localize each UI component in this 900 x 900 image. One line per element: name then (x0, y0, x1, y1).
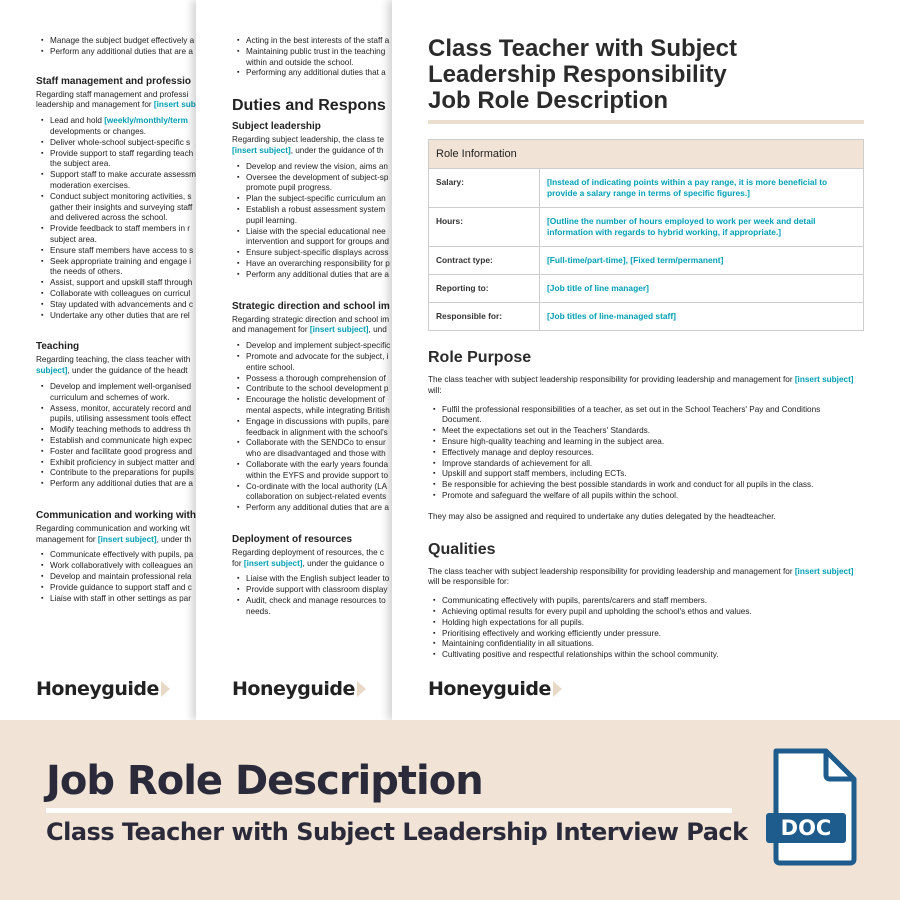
list-item: ▪ Provide support with classroom display (246, 585, 396, 596)
list-item (50, 159, 200, 170)
list-item: ▪ Upskill and support staff members, including ECTs. (442, 469, 864, 480)
intro-line (232, 325, 396, 336)
bullet-list-top (36, 36, 200, 58)
list-item: ▪ Manage the subject budget effectively a (50, 36, 200, 47)
list-item: ▪ Improve standards of achievement for all. (442, 459, 864, 470)
list-item: ▪ Performing any additional duties that a (246, 68, 396, 79)
list-item-text: Deliver whole-school subject-specific s (50, 137, 191, 147)
list-item: pupils, utilising assessment tools effect (50, 414, 191, 424)
list-item (50, 192, 200, 203)
intro-line: Regarding strategic direction and school im (232, 314, 390, 324)
section-heading-duties: Duties and Respons (232, 97, 386, 115)
logo-text: Honeyguide (36, 678, 159, 700)
section-heading-teaching: Teaching (36, 341, 80, 353)
section-heading-communication: Communication and working with (36, 509, 196, 521)
list-item-text: Provide feedback to staff members in r (50, 224, 191, 234)
list-item (50, 278, 200, 289)
bullet-list-subject (232, 162, 396, 281)
list-item (50, 267, 200, 278)
list-item: ▪ Maintaining public trust in the teaching (246, 47, 396, 58)
list-item-text: the needs of others. (50, 267, 123, 277)
list-item (50, 116, 200, 127)
list-item (50, 246, 200, 257)
list-item: ▪ Be responsible for achieving the best possible standards in work and conduct for all pupils in the class. (442, 480, 864, 491)
document-title (428, 36, 864, 114)
section-intro (36, 90, 200, 112)
list-item-text: and delivered across the school. (50, 213, 168, 223)
title-line: Leadership Responsibility (428, 61, 727, 88)
list-item-text: moderation exercises. (50, 180, 131, 190)
intro-line (232, 146, 396, 157)
row-value: [Outline the number of hours employed to work per week and detail information with regards to hybrid working, if appropriate.] (540, 208, 864, 247)
list-item: ▪ Ensure high-quality teaching and learning in the subject area. (442, 437, 864, 448)
list-item: ▪ Communicate effectively with pupils, pa (50, 550, 200, 561)
list-item-text: Lead and hold (50, 116, 105, 126)
honeyguide-logo (36, 678, 170, 700)
list-item: mental aspects, while integrating British (246, 405, 390, 415)
honeyguide-logo (428, 678, 562, 700)
list-item (50, 213, 200, 224)
list-item: promote pupil progress. (246, 183, 333, 193)
list-item: ▪ Assess, monitor, accurately record and (50, 404, 200, 415)
list-item (50, 300, 200, 311)
bullet-list-staff (36, 116, 200, 321)
list-item: ▪ Perform any additional duties that are a (246, 503, 396, 514)
list-item: Document. (442, 415, 482, 425)
list-item: ▪ Promote and advocate for the subject, i (246, 352, 396, 363)
section-heading-deployment: Deployment of resources (232, 533, 353, 545)
list-item (50, 257, 200, 268)
list-item-text: Undertake any other duties that are rel (50, 310, 190, 320)
intro-line (36, 535, 200, 546)
logo-chevron-icon (553, 681, 562, 697)
intro-text: , under th (156, 534, 192, 544)
section-intro (232, 548, 396, 570)
list-item (50, 127, 200, 138)
placeholder-highlight: [insert subject] (97, 534, 157, 544)
bullet-list-purpose (428, 405, 864, 502)
list-item: ▪ Co-ordinate with the local authority (LA (246, 482, 396, 493)
list-item: ▪ Liaise with the special educational nee (246, 227, 396, 238)
list-item-text: Stay updated with advancements and c (50, 299, 193, 309)
placeholder-highlight: [insert subject] (794, 566, 854, 576)
doc-badge-text: DOC (780, 816, 832, 840)
role-information-table (428, 139, 864, 331)
list-item-text: Conduct subject monitoring activities, s (50, 191, 192, 201)
list-item: ▪ Develop and maintain professional rela (50, 572, 200, 583)
intro-text: and management for (232, 325, 310, 335)
list-item: ▪ Encourage the holistic development of (246, 395, 396, 406)
intro-text: for (232, 558, 244, 568)
list-item: ▪ Maintaining confidentiality in all situations. (442, 639, 864, 650)
banner-subtitle: Class Teacher with Subject Leadership Interview Pack (46, 818, 748, 846)
list-item: ▪ Collaborate with the early years founda (246, 460, 396, 471)
placeholder-highlight: [insert subject] (232, 145, 291, 155)
list-item (50, 224, 200, 235)
row-label: Contract type: (429, 247, 540, 275)
section-heading-role-purpose: Role Purpose (428, 349, 532, 366)
list-item: intervention and support for groups and (246, 237, 389, 247)
honeyguide-logo (232, 678, 366, 700)
bullet-list-qualities (428, 596, 864, 661)
table-row (429, 208, 864, 247)
document-page-middle (196, 0, 396, 720)
list-item: ▪ Develop and implement subject-specific (246, 341, 396, 352)
list-item: ▪ Have an overarching responsibility for p (246, 259, 396, 270)
section-outro: They may also be assigned and required to undertake any duties delegated by the headteacher. (428, 511, 776, 521)
table-row (429, 275, 864, 303)
list-item-text: Seek appropriate training and engage i (50, 256, 192, 266)
intro-line (232, 559, 396, 570)
list-item: ▪ Acting in the best interests of the staff a (246, 36, 396, 47)
list-item: ▪ Effectively manage and deploy resources. (442, 448, 864, 459)
list-item: ▪ Perform any additional duties that are a (246, 270, 396, 281)
list-item: ▪ Develop and review the vision, aims an (246, 162, 396, 173)
list-item-text: gather their insights and surveying staff (50, 202, 193, 212)
row-label: Salary: (429, 169, 540, 208)
title-line: Class Teacher with Subject (428, 35, 737, 62)
list-item: feedback in alignment with the school's (246, 427, 388, 437)
section-intro (428, 567, 864, 589)
table-row (429, 303, 864, 331)
list-item: ▪ Liaise with the English subject leader to (246, 574, 396, 585)
list-item: within the EYFS and provide support to (246, 470, 388, 480)
placeholder-highlight: [weekly/monthly/term (104, 116, 188, 126)
list-item: ▪ Liaise with staff in other settings as par (50, 594, 200, 605)
logo-text: Honeyguide (232, 678, 355, 700)
list-item: ▪ Engage in discussions with pupils, pare (246, 417, 396, 428)
title-line: Job Role Description (428, 87, 669, 114)
list-item (50, 149, 200, 160)
list-item: ▪ Establish and communicate high expec (50, 436, 200, 447)
list-item (50, 235, 200, 246)
intro-text: , under the guidance of the headt (67, 366, 188, 376)
list-item: collaboration on subject-related events (246, 492, 387, 502)
intro-line: Regarding communication and working wit (36, 523, 190, 533)
list-item: ▪ Establish a robust assessment system (246, 205, 396, 216)
list-item: ▪ Achieving optimal results for every pupil and upholding the school's ethos and values. (442, 607, 864, 618)
bullet-list-top (232, 36, 396, 79)
list-item-text: Assist, support and upskill staff through (50, 278, 193, 288)
doc-file-icon (762, 747, 862, 867)
list-item: ▪ Cultivating positive and respectful relationships within the school community. (442, 650, 864, 661)
list-item (50, 289, 200, 300)
intro-line: Regarding teaching, the class teacher with (36, 355, 191, 365)
intro-text: management for (36, 534, 98, 544)
bullet-list-communication (36, 550, 200, 604)
list-item-text: the subject area. (50, 159, 111, 169)
list-item: ▪ Plan the subject-specific curriculum an (246, 194, 396, 205)
table-header-row (429, 140, 864, 169)
intro-line (36, 366, 200, 377)
placeholder-highlight: [insert subject] (243, 558, 303, 568)
row-value: [Instead of indicating points within a pay range, it is more beneficial to provide a salary range in terms of specific figures.] (540, 169, 864, 208)
placeholder-highlight: subject] (36, 366, 68, 376)
intro-text: will: (428, 385, 442, 395)
list-item-text: subject area. (50, 234, 97, 244)
intro-text: , under the guidance o (302, 558, 385, 568)
list-item: who are disadvantaged and those with (246, 449, 386, 459)
intro-line: Regarding staff management and professi (36, 89, 189, 99)
bullet-list-teaching (36, 382, 200, 490)
placeholder-highlight: [insert subject] (794, 375, 854, 384)
list-item: ▪ Exhibit proficiency in subject matter and (50, 458, 200, 469)
section-intro (428, 375, 864, 397)
list-item: ▪ Perform any additional duties that are a (50, 479, 200, 490)
list-item: ▪ Provide guidance to support staff and c (50, 583, 200, 594)
list-item: ▪ Promote and safeguard the welfare of all pupils within the school. (442, 491, 864, 502)
list-item: entire school. (246, 362, 295, 372)
intro-line (36, 100, 200, 111)
table-row (429, 169, 864, 208)
list-item: ▪ Ensure subject-specific displays across (246, 248, 396, 259)
list-item (50, 170, 200, 181)
section-intro (36, 355, 200, 377)
list-item: ▪ Fulfil the professional responsibilities of a teacher, as set out in the School Teachers' Pay and Conditions (442, 405, 864, 416)
table-heading: Role Information (429, 140, 864, 169)
table-row (429, 247, 864, 275)
intro-text: , under the guidance of th (290, 145, 384, 155)
section-heading-subject: Subject leadership (232, 121, 321, 133)
intro-text: The class teacher with subject leadership responsibility for providing leadership and management for (428, 566, 795, 576)
list-item: ▪ Perform any additional duties that are a (50, 47, 200, 58)
intro-text: will be responsible for: (428, 577, 510, 587)
list-item: ▪ Meet the expectations set out in the Teachers' Standards. (442, 426, 864, 437)
logo-chevron-icon (357, 681, 366, 697)
intro-text: The class teacher with subject leadership responsibility for providing leadership and management for (428, 375, 795, 384)
section-heading-qualities: Qualities (428, 540, 496, 558)
logo-text: Honeyguide (428, 678, 551, 700)
list-item: needs. (246, 606, 271, 616)
list-item: ▪ Contribute to the preparations for pupils (50, 468, 200, 479)
bullet-list-strategic (232, 341, 396, 514)
row-value: [Job title of line manager] (540, 275, 864, 303)
list-item: curriculum and schemes of work. (50, 392, 170, 402)
intro-text: leadership and management for (36, 100, 154, 110)
list-item: ▪ Modify teaching methods to address th (50, 425, 200, 436)
logo-chevron-icon (161, 681, 170, 697)
list-item: ▪ Oversee the development of subject-sp (246, 173, 396, 184)
list-item: ▪ Audit, check and manage resources to (246, 596, 396, 607)
intro-line: Regarding deployment of resources, the c (232, 547, 385, 557)
section-intro (232, 315, 396, 337)
list-item: ▪ Develop and implement well-organised (50, 382, 200, 393)
intro-text: , und (368, 325, 387, 335)
list-item: ▪ Collaborate with the SENDCo to ensur (246, 438, 396, 449)
list-item-text: Collaborate with colleagues on curricul (50, 288, 191, 298)
placeholder-highlight: [insert subject] (309, 325, 369, 335)
list-item (50, 138, 200, 149)
row-label: Reporting to: (429, 275, 540, 303)
row-value: [Job titles of line-managed staff] (540, 303, 864, 331)
list-item-text: Provide support to staff regarding teach (50, 148, 194, 158)
row-value: [Full-time/part-time], [Fixed term/permanent] (540, 247, 864, 275)
title-divider (428, 120, 864, 124)
list-item: ▪ Foster and facilitate good progress and (50, 447, 200, 458)
list-item: ▪ Work collaboratively with colleagues an (50, 561, 200, 572)
banner-divider (46, 808, 732, 813)
section-intro (36, 524, 200, 546)
list-item: ▪ Prioritising effectively and working efficiently under pressure. (442, 629, 864, 640)
row-label: Hours: (429, 208, 540, 247)
list-item: ▪ Communicating effectively with pupils, parents/carers and staff members. (442, 596, 864, 607)
list-item-text: developments or changes. (50, 126, 147, 136)
list-item (50, 311, 200, 322)
document-page-left (0, 0, 200, 720)
list-item: pupil learning. (246, 215, 297, 225)
section-intro (232, 135, 396, 157)
placeholder-highlight: [insert sub (153, 100, 196, 110)
list-item: within and outside the school. (246, 57, 354, 67)
section-heading-strategic: Strategic direction and school im (232, 300, 390, 312)
bullet-list-deployment (232, 574, 396, 617)
row-label: Responsible for: (429, 303, 540, 331)
list-item: ▪ Possess a thorough comprehension of (246, 374, 396, 385)
list-item-text: Support staff to make accurate assessm (50, 170, 196, 180)
intro-line: Regarding subject leadership, the class te (232, 135, 385, 145)
list-item (50, 181, 200, 192)
list-item (50, 203, 200, 214)
banner-title: Job Role Description (46, 758, 483, 804)
list-item: ▪ Contribute to the school development p (246, 384, 396, 395)
list-item: ▪ Holding high expectations for all pupils. (442, 618, 864, 629)
section-heading-staff: Staff management and professio (36, 75, 192, 87)
list-item-text: Ensure staff members have access to s (50, 245, 194, 255)
document-page-front (392, 0, 900, 720)
